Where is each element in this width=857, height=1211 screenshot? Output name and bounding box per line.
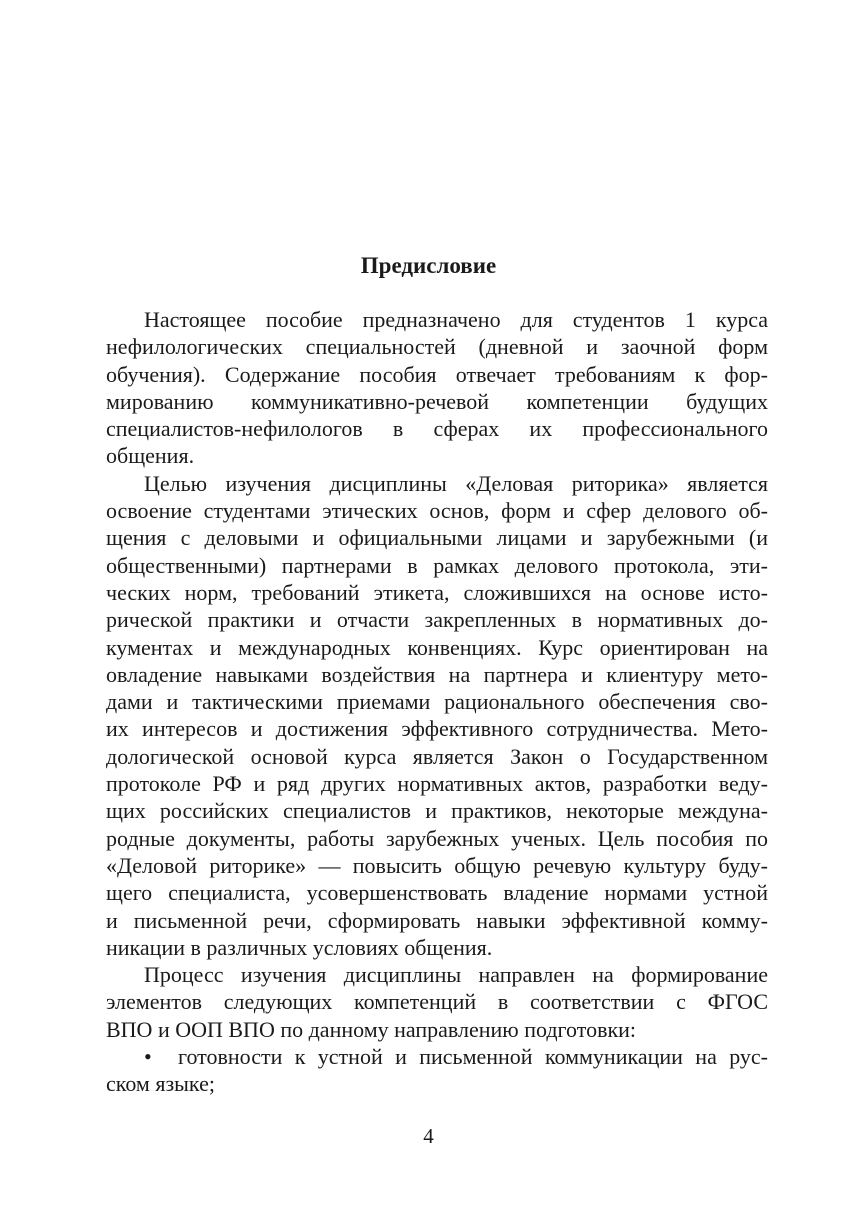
text-line: освоение студентами этических основ, форм и сфер делового об-	[106, 498, 768, 524]
text-line: никации в различных условиях общения.	[106, 934, 493, 960]
text-line: их интересов и достижения эффективного сотрудничества. Мето-	[106, 716, 768, 742]
text-line: и письменной речи, сформировать навыки эффективной комму-	[106, 907, 768, 933]
text-line: родные документы, работы зарубежных ученых. Цель пособия по	[106, 825, 768, 851]
text-line: нефилологических специальностей (дневной и заочной форм	[106, 334, 768, 360]
page-number: 4	[423, 1124, 434, 1148]
bullet-text: готовности к устной и письменной коммуникации на рус-	[178, 1044, 768, 1070]
text-line: дологической основой курса является Закон о Государственном	[106, 743, 768, 769]
text-line: элементов следующих компетенций в соответствии с ФГОС	[106, 989, 768, 1015]
text-line: Настоящее пособие предназначено для студентов 1 курса	[144, 307, 768, 332]
bullet-list-item	[106, 1043, 768, 1098]
text-line: Целью изучения дисциплины «Деловая риторика» является	[144, 470, 768, 496]
body-text	[106, 306, 768, 1098]
text-line: овладение навыками воздействия на партнера и клиентуру мето-	[106, 661, 768, 687]
text-line: общественными) партнерами в рамках делового протокола, эти-	[106, 552, 768, 578]
bullet-icon: •	[144, 1044, 152, 1070]
text-line: «Деловой риторике» — повысить общую речевую культуру буду-	[106, 852, 768, 878]
text-line: кументах и международных конвенциях. Курс ориентирован на	[106, 634, 768, 660]
text-line: щего специалиста, усовершенствовать владение нормами устной	[106, 880, 768, 906]
paragraph-3	[106, 961, 768, 1043]
text-line: ВПО и ООП ВПО по данному направлению подготовки:	[106, 1016, 637, 1042]
page-title: Предисловие	[360, 253, 497, 278]
text-line: протоколе РФ и ряд других нормативных актов, разработки веду-	[106, 771, 768, 797]
text-line: мированию коммуникативно-речевой компетенции будущих	[106, 388, 768, 414]
text-line: специалистов-нефилологов в сферах их профессионального	[106, 416, 768, 442]
text-line: ческих норм, требований этикета, сложившихся на основе исто-	[106, 579, 768, 605]
text-line: рической практики и отчасти закрепленных в нормативных до-	[106, 607, 768, 633]
bullet-line	[106, 1043, 768, 1070]
text-line: щения с деловыми и официальными лицами и зарубежными (и	[106, 525, 768, 551]
text-line: дами и тактическими приемами рационального обеспечения сво-	[106, 689, 768, 715]
text-line: Процесс изучения дисциплины направлен на формирование	[144, 962, 768, 988]
text-line: ском языке;	[106, 1071, 215, 1097]
paragraph-2	[106, 470, 768, 961]
text-line: общения.	[106, 443, 195, 469]
paragraph-1	[106, 306, 768, 470]
text-line: обучения). Содержание пособия отвечает требованиям к фор-	[106, 361, 768, 387]
text-line: щих российских специалистов и практиков, некоторые междуна-	[106, 798, 768, 824]
